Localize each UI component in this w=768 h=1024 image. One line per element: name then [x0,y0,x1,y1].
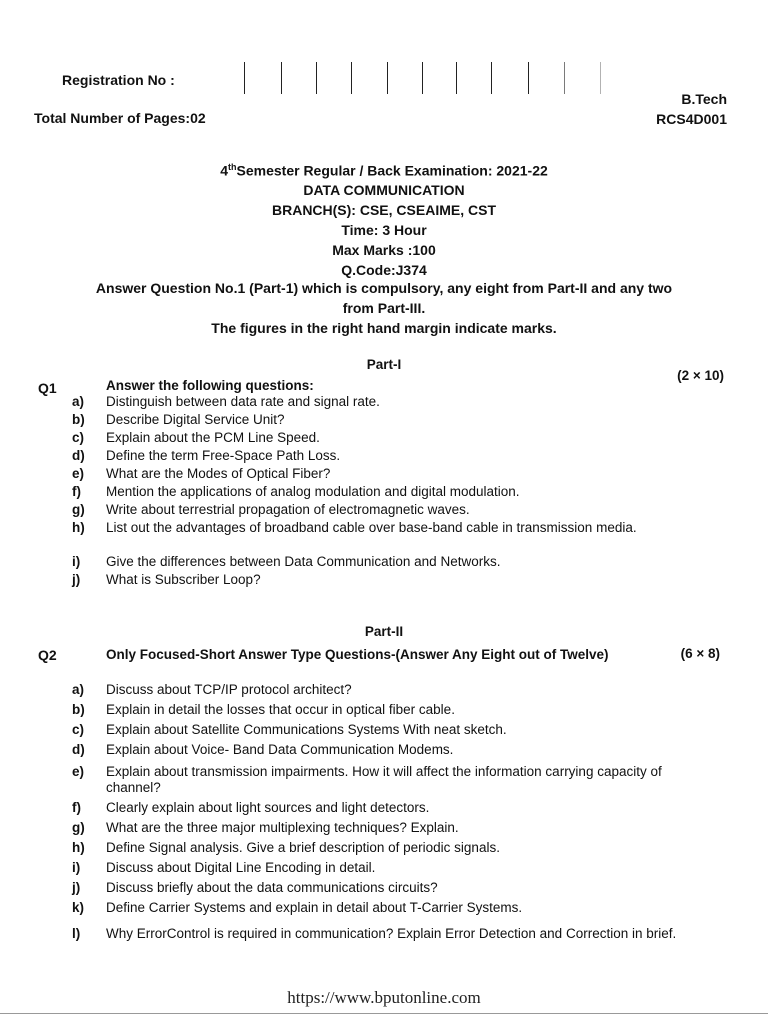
question-item-text: What are the three major multiplexing techniques? Explain. [106,820,459,835]
semester-line: 4thSemester Regular / Back Examination: 2021-22 [220,162,548,179]
question-item-letter: a) [72,394,85,409]
instruction-line-3: The figures in the right hand margin indicate marks. [211,320,557,336]
question-item-text: Why ErrorControl is required in communication? Explain Error Detection and Correction in brief. [106,926,677,941]
question-2-marks: (6 × 8) [680,646,720,661]
question-item-text: Clearly explain about light sources and light detectors. [106,800,430,815]
question-item-text: List out the advantages of broadband cable over base-band cable in transmission media. [106,520,637,535]
question-item-text: Explain in detail the losses that occur in optical fiber cable. [106,702,455,717]
degree: B.Tech [681,91,727,107]
question-item-letter: d) [72,448,85,463]
subject-title: DATA COMMUNICATION [303,182,465,198]
question-item-text: Define the term Free-Space Path Loss. [106,448,341,463]
question-item-text: Discuss briefly about the data communications circuits? [106,880,438,895]
question-item-letter: h) [72,840,85,855]
question-2-number: Q2 [38,647,57,663]
question-item-letter: j) [72,880,81,895]
question-item-letter: g) [72,820,85,835]
question-item-letter: a) [72,682,85,697]
question-item-letter: c) [72,430,85,445]
qcode-line: Q.Code:J374 [341,262,427,278]
bottom-divider [0,1013,768,1014]
question-item-letter: b) [72,702,85,717]
question-item-text: Discuss about TCP/IP protocol architect? [106,682,352,697]
max-marks-line: Max Marks :100 [332,242,436,258]
question-item-letter: c) [72,722,85,737]
part-2-title: Part-II [364,624,404,639]
total-pages: Total Number of Pages:02 [34,110,206,126]
question-item-text: Explain about Satellite Communications Systems With neat sketch. [106,722,507,737]
question-item-letter: k) [72,900,85,915]
question-item-text: Write about terrestrial propagation of electromagnetic waves. [106,502,470,517]
question-item-text: Mention the applications of analog modulation and digital modulation. [106,484,520,499]
question-item-letter: e) [72,466,85,481]
question-item-text: Distinguish between data rate and signal rate. [106,394,380,409]
time-line: Time: 3 Hour [341,222,427,238]
part-1-title: Part-I [366,357,402,372]
question-item-text: Define Carrier Systems and explain in detail about T-Carrier Systems. [106,900,523,915]
question-item-letter: l) [72,926,81,941]
question-item-letter: i) [72,860,81,875]
question-item-text: Explain about the PCM Line Speed. [106,430,320,445]
question-item-text: Give the differences between Data Communication and Networks. [106,554,501,569]
footer-url: https://www.bputonline.com [287,988,481,1007]
question-1-heading: Answer the following questions: [106,378,314,393]
registration-label: Registration No : [62,72,175,88]
question-1-marks: (2 × 10) [677,368,724,383]
question-item-letter: b) [72,412,85,427]
question-1-number: Q1 [38,380,57,396]
question-item-text: Explain about Voice- Band Data Communication Modems. [106,742,454,757]
question-item-letter: i) [72,554,81,569]
question-item-letter: h) [72,520,85,535]
instruction-line-1: Answer Question No.1 (Part-1) which is compulsory, any eight from Part-II and any two [95,280,673,296]
question-item-letter: j) [72,572,81,587]
question-item-text: Define Signal analysis. Give a brief description of periodic signals. [106,840,500,855]
question-item-text: Discuss about Digital Line Encoding in detail. [106,860,376,875]
question-item-text: What are the Modes of Optical Fiber? [106,466,331,481]
question-item-letter: f) [72,484,81,499]
instruction-line-2: from Part-III. [342,300,426,316]
question-2-heading: Only Focused-Short Answer Type Questions-(Answer Any Eight out of Twelve) [106,647,609,662]
question-item-letter: g) [72,502,85,517]
registration-number-boxes [244,62,604,96]
branch-line: BRANCH(S): CSE, CSEAIME, CST [271,202,496,218]
subject-code: RCS4D001 [656,111,727,127]
question-item-text: What is Subscriber Loop? [106,572,261,587]
question-item-letter: f) [72,800,81,815]
question-item-letter: e) [72,764,85,779]
question-item-text: Explain about transmission impairments. How it will affect the information carrying capacity of channel? [106,764,662,795]
question-item-letter: d) [72,742,85,757]
question-item-text: Describe Digital Service Unit? [106,412,285,427]
